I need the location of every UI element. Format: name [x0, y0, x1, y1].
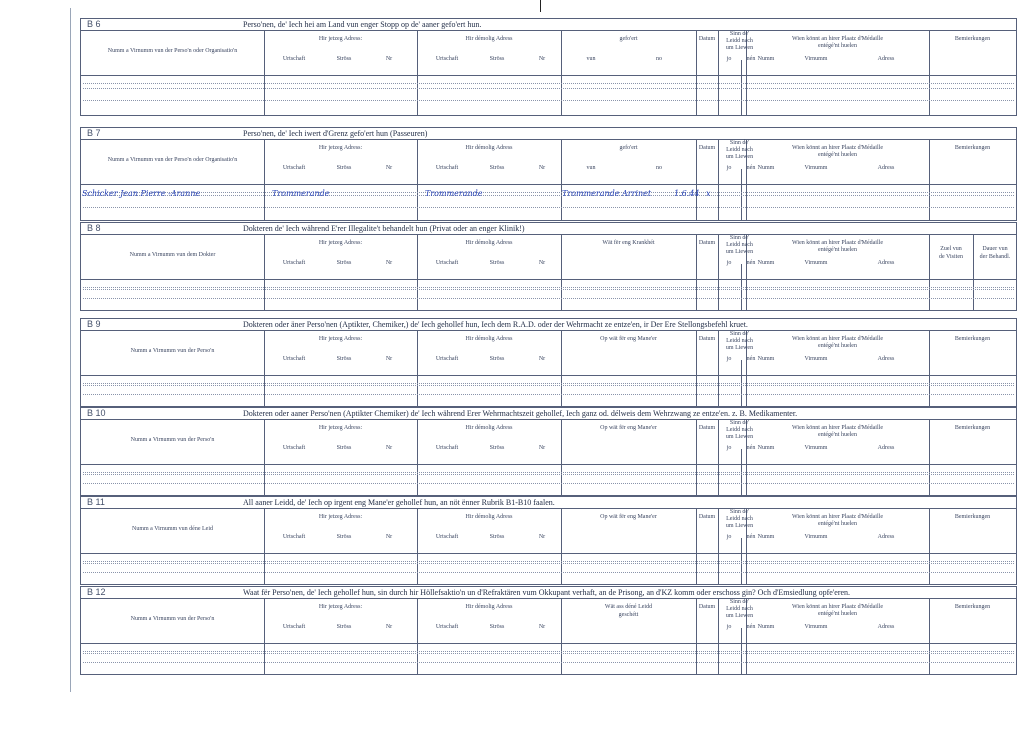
current-locality-label: Urtschaft [282, 445, 306, 451]
handwritten-current-locality: Trommerande [272, 189, 330, 198]
former-street-label: Ströss [489, 356, 505, 362]
medal-label-2: entégé'nt huelen [818, 43, 857, 49]
entry-row-line [83, 572, 1014, 573]
section-b-9 [80, 318, 1017, 407]
person-column-label: Numm a Virnumm vun der Perso'n oder Organisatio'n [107, 157, 238, 163]
top-tick-mark [540, 0, 541, 12]
medal-address-label: Adress [877, 260, 895, 266]
entry-row-line [83, 653, 1014, 654]
extra-column-label: Op wät fër eng Mane'er [600, 514, 657, 520]
section-title: All aaner Leidd, de' Iech op irgent eng Mane'er gehollef hun, an nöt ënner Rubrik B1-B10 faalen. [243, 498, 555, 507]
handwritten-date: 1.6.44 [674, 189, 700, 198]
former-address-label: Hir démolig Adress [465, 240, 513, 246]
medal-firstname-label: Virnumm [804, 624, 828, 630]
header-divider [81, 75, 1016, 76]
medal-name-label: Numm [757, 165, 775, 171]
former-street-label: Ströss [489, 445, 505, 451]
former-number-label: Nr [538, 165, 546, 171]
current-number-label: Nr [385, 534, 393, 540]
former-locality-label: Urtschaft [435, 624, 459, 630]
former-number-label: Nr [538, 260, 546, 266]
header-divider [81, 279, 1016, 280]
section-title: Waat fër Perso'nen, de' Iech gehollef hun, sin durch hir Höllefsaktio'n un d'Refraktären vum Okkupant verhaft, an de Prisong, an d'KZ komm oder erschoss gin? Och d'Emsiedlung opfe'eren. [243, 588, 851, 597]
section-b-12 [80, 586, 1017, 675]
medal-name-label: Numm [757, 56, 775, 62]
no-label: nén [746, 445, 756, 451]
section-title: Dokteren de' Iech während E'rer Illegalite't behandelt hun (Privat oder an enger Klinik!) [243, 224, 525, 233]
medal-label-2: entégé'nt huelen [818, 343, 857, 349]
entry-row-line [83, 195, 1014, 196]
yes-label: jo [726, 624, 732, 630]
section-title: Dokteren oder aaner Perso'nen (Aptikter Chemiker) de' Iech während Erer Wehrmachtszeit gehollef, Iech ganz od. délweis dem Wehrzwang ze entze'en. z. B. Medikamenter. [243, 409, 798, 418]
alive-label-2: Leidd nach [726, 38, 753, 44]
medal-label-1: Wien könnt an hirer Plaatz d'Médaille [792, 514, 883, 520]
former-street-label: Ströss [489, 534, 505, 540]
section-code: B 11 [87, 497, 105, 507]
section-header [81, 19, 1016, 31]
entry-row-line [83, 662, 1014, 663]
alive-label-2: Leidd nach [726, 147, 753, 153]
handwritten-from: Trommerande [562, 189, 620, 198]
alive-label-3: um Liewen [725, 434, 754, 440]
medal-firstname-label: Virnumm [804, 260, 828, 266]
alive-label-2: Leidd nach [726, 516, 753, 522]
medal-name-label: Numm [757, 534, 775, 540]
date-label: Datum [698, 336, 716, 342]
medal-firstname-label: Virnumm [804, 165, 828, 171]
current-number-label: Nr [385, 445, 393, 451]
remarks-label: Bemierkungen [954, 336, 991, 342]
extra-column-label-2: geschétt [618, 612, 639, 618]
former-locality-label: Urtschaft [435, 165, 459, 171]
medal-label-2: entégé'nt huelen [818, 432, 857, 438]
former-locality-label: Urtschaft [435, 534, 459, 540]
section-code: B 6 [87, 19, 101, 29]
entry-row-line [83, 383, 1014, 384]
extra-column-label: Wät ass déné Leidd [604, 604, 653, 610]
current-street-label: Ströss [336, 356, 352, 362]
extra-column-label: Wät fër eng Krankhét [602, 240, 655, 246]
entry-row-line [83, 88, 1014, 89]
current-locality-label: Urtschaft [282, 165, 306, 171]
entry-row-line [83, 287, 1014, 288]
former-locality-label: Urtschaft [435, 356, 459, 362]
current-locality-label: Urtschaft [282, 624, 306, 630]
section-title: Perso'nen, de' Iech hei am Land vun enger Stopp op de' aaner gefo'ert hun. [243, 20, 482, 29]
extra-column-label: gefo'ert [619, 36, 638, 42]
alive-label-1: Sinn de' [729, 509, 750, 515]
header-divider [81, 375, 1016, 376]
medal-label-2: entégé'nt huelen [818, 611, 857, 617]
extra-column-label: gefo'ert [619, 145, 638, 151]
person-column-label: Numm a Virnumm vun der Perso'n [130, 437, 215, 443]
current-number-label: Nr [385, 356, 393, 362]
alive-label-3: um Liewen [725, 345, 754, 351]
entry-row-line [83, 298, 1014, 299]
entry-row-line [83, 289, 1014, 290]
section-header [81, 497, 1016, 509]
former-address-label: Hir démolig Adress [465, 514, 513, 520]
remarks-label: Bemierkungen [954, 604, 991, 610]
section-header [81, 128, 1016, 140]
current-street-label: Ströss [336, 56, 352, 62]
to-label: no [656, 165, 662, 171]
remarks-label: Bemierkungen [954, 36, 991, 42]
medal-name-label: Numm [757, 445, 775, 451]
current-number-label: Nr [385, 624, 393, 630]
alive-label-1: Sinn de' [729, 140, 750, 146]
former-street-label: Ströss [489, 165, 505, 171]
section-code: B 8 [87, 223, 101, 233]
entry-row-line [83, 394, 1014, 395]
yes-label: jo [726, 165, 732, 171]
header-divider [81, 553, 1016, 554]
medal-firstname-label: Virnumm [804, 56, 828, 62]
medal-label-1: Wien könnt an hirer Plaatz d'Médaille [792, 604, 883, 610]
current-street-label: Ströss [336, 624, 352, 630]
entry-row-line [83, 472, 1014, 473]
former-address-label: Hir démolig Adress [465, 604, 513, 610]
entry-row-line [83, 563, 1014, 564]
medal-label-1: Wien könnt an hirer Plaatz d'Médaille [792, 240, 883, 246]
yes-label: jo [726, 356, 732, 362]
medal-address-label: Adress [877, 445, 895, 451]
duration-label-1: Dauer vun [982, 246, 1008, 252]
current-street-label: Ströss [336, 534, 352, 540]
header-divider [81, 464, 1016, 465]
alive-label-2: Leidd nach [726, 606, 753, 612]
former-address-label: Hir démolig Adress [465, 336, 513, 342]
from-label: vun [586, 56, 596, 62]
current-locality-label: Urtschaft [282, 56, 306, 62]
former-address-label: Hir démolig Adress [465, 425, 513, 431]
alive-label-3: um Liewen [725, 45, 754, 51]
medal-address-label: Adress [877, 56, 895, 62]
margin-rule [70, 8, 71, 692]
section-title: Perso'nen, de' Iech iwert d'Grenz gefo'ert hun (Passeuren) [243, 129, 428, 138]
former-number-label: Nr [538, 445, 546, 451]
section-code: B 7 [87, 128, 101, 138]
section-title: Dokteren oder äner Perso'nen (Aptikter, Chemiker,) de' Iech gehollef hun, Iech dem R.A.D. oder der Wehrmacht ze entze'en, ir Der Ere Stellongsbefehl kruet. [243, 320, 748, 329]
entry-row-line [83, 83, 1014, 84]
former-address-label: Hir démolig Adress [465, 145, 513, 151]
alive-label-2: Leidd nach [726, 427, 753, 433]
person-column-label: Numm a Virnumm vun der Perso'n [130, 616, 215, 622]
section-b-11 [80, 496, 1017, 585]
section-b-10 [80, 407, 1017, 496]
medal-name-label: Numm [757, 356, 775, 362]
alive-label-3: um Liewen [725, 613, 754, 619]
former-street-label: Ströss [489, 260, 505, 266]
yes-label: jo [726, 260, 732, 266]
yes-label: jo [726, 445, 732, 451]
alive-label-3: um Liewen [725, 154, 754, 160]
alive-label-3: um Liewen [725, 249, 754, 255]
former-address-label: Hir démolig Adress [465, 36, 513, 42]
current-number-label: Nr [385, 260, 393, 266]
former-street-label: Ströss [489, 56, 505, 62]
no-label: nén [746, 624, 756, 630]
current-address-label: Hir jetzeg Adress: [318, 604, 363, 610]
entry-row-line [83, 483, 1014, 484]
current-address-label: Hir jetzeg Adress: [318, 514, 363, 520]
former-locality-label: Urtschaft [435, 260, 459, 266]
medal-label-1: Wien könnt an hirer Plaatz d'Médaille [792, 425, 883, 431]
former-number-label: Nr [538, 356, 546, 362]
medal-firstname-label: Virnumm [804, 445, 828, 451]
person-column-label: Numm a Virnumm vun der Perso'n [130, 348, 215, 354]
medal-address-label: Adress [877, 534, 895, 540]
former-number-label: Nr [538, 534, 546, 540]
yes-label: jo [726, 534, 732, 540]
no-label: nén [746, 534, 756, 540]
medal-label-1: Wien könnt an hirer Plaatz d'Médaille [792, 145, 883, 151]
section-code: B 10 [87, 408, 106, 418]
former-locality-label: Urtschaft [435, 445, 459, 451]
alive-label-1: Sinn de' [729, 235, 750, 241]
person-column-label: Numm a Virnumm vun dem Dokter [129, 252, 216, 258]
current-locality-label: Urtschaft [282, 534, 306, 540]
handwritten-to: Arrinet [622, 189, 652, 198]
alive-label-2: Leidd nach [726, 338, 753, 344]
handwritten-former-locality: Trommerande [425, 189, 483, 198]
alive-label-1: Sinn de' [729, 599, 750, 605]
date-label: Datum [698, 240, 716, 246]
section-b-8 [80, 222, 1017, 311]
former-street-label: Ströss [489, 624, 505, 630]
section-header [81, 408, 1016, 420]
date-label: Datum [698, 36, 716, 42]
medal-address-label: Adress [877, 624, 895, 630]
no-label: nén [746, 356, 756, 362]
entry-row-line [83, 651, 1014, 652]
current-address-label: Hir jetzeg Adress: [318, 240, 363, 246]
current-locality-label: Urtschaft [282, 356, 306, 362]
person-column-label: Numm a Virnumm vun déne Leid [131, 526, 213, 532]
extra-column-label: Op wät fër eng Mane'er [600, 336, 657, 342]
entry-row-line [83, 474, 1014, 475]
current-address-label: Hir jetzeg Adress: [318, 36, 363, 42]
medal-label-2: entégé'nt huelen [818, 152, 857, 158]
medal-label-1: Wien könnt an hirer Plaatz d'Médaille [792, 36, 883, 42]
current-number-label: Nr [385, 165, 393, 171]
former-number-label: Nr [538, 624, 546, 630]
alive-label-3: um Liewen [725, 523, 754, 529]
from-label: vun [586, 165, 596, 171]
to-label: no [656, 56, 662, 62]
alive-label-1: Sinn de' [729, 420, 750, 426]
medal-label-2: entégé'nt huelen [818, 521, 857, 527]
section-b-6 [80, 18, 1017, 116]
section-header [81, 319, 1016, 331]
handwritten-name: Schicker Jean Pierre -Aranne [82, 189, 201, 198]
remarks-label: Bemierkungen [954, 145, 991, 151]
header-divider [81, 184, 1016, 185]
no-label: nén [746, 165, 756, 171]
visits-label-2: de Visiten [938, 254, 964, 260]
medal-label-1: Wien könnt an hirer Plaatz d'Médaille [792, 336, 883, 342]
entry-row-line [83, 207, 1014, 208]
date-label: Datum [698, 425, 716, 431]
current-street-label: Ströss [336, 165, 352, 171]
medal-label-2: entégé'nt huelen [818, 247, 857, 253]
medal-name-label: Numm [757, 260, 775, 266]
section-header [81, 587, 1016, 599]
section-header [81, 223, 1016, 235]
current-number-label: Nr [385, 56, 393, 62]
current-address-label: Hir jetzeg Adress: [318, 336, 363, 342]
former-locality-label: Urtschaft [435, 56, 459, 62]
no-label: nén [746, 56, 756, 62]
alive-label-2: Leidd nach [726, 242, 753, 248]
entry-row-line [83, 385, 1014, 386]
no-label: nén [746, 260, 756, 266]
remarks-label: Bemierkungen [954, 514, 991, 520]
medal-address-label: Adress [877, 165, 895, 171]
visits-label-1: Zuel vun [940, 246, 962, 252]
date-label: Datum [698, 145, 716, 151]
current-street-label: Ströss [336, 445, 352, 451]
extra-column-label: Op wät fër eng Mane'er [600, 425, 657, 431]
medal-firstname-label: Virnumm [804, 356, 828, 362]
section-b-7 [80, 127, 1017, 221]
alive-label-1: Sinn de' [729, 31, 750, 37]
person-column-label: Numm a Virnumm vun der Perso'n oder Organisatio'n [107, 48, 238, 54]
former-number-label: Nr [538, 56, 546, 62]
current-address-label: Hir jetzeg Adress: [318, 145, 363, 151]
medal-firstname-label: Virnumm [804, 534, 828, 540]
date-label: Datum [698, 604, 716, 610]
medal-address-label: Adress [877, 356, 895, 362]
header-divider [81, 643, 1016, 644]
current-street-label: Ströss [336, 260, 352, 266]
entry-row-line [83, 192, 1014, 193]
section-code: B 9 [87, 319, 101, 329]
handwritten-yes-mark: x [706, 189, 711, 198]
remarks-label: Bemierkungen [954, 425, 991, 431]
entry-row-line [83, 561, 1014, 562]
yes-label: jo [726, 56, 732, 62]
entry-row-line [83, 100, 1014, 101]
duration-label-2: der Behandl. [979, 254, 1011, 260]
section-code: B 12 [87, 587, 106, 597]
current-address-label: Hir jetzeg Adress: [318, 425, 363, 431]
alive-label-1: Sinn de' [729, 331, 750, 337]
current-locality-label: Urtschaft [282, 260, 306, 266]
medal-name-label: Numm [757, 624, 775, 630]
date-label: Datum [698, 514, 716, 520]
